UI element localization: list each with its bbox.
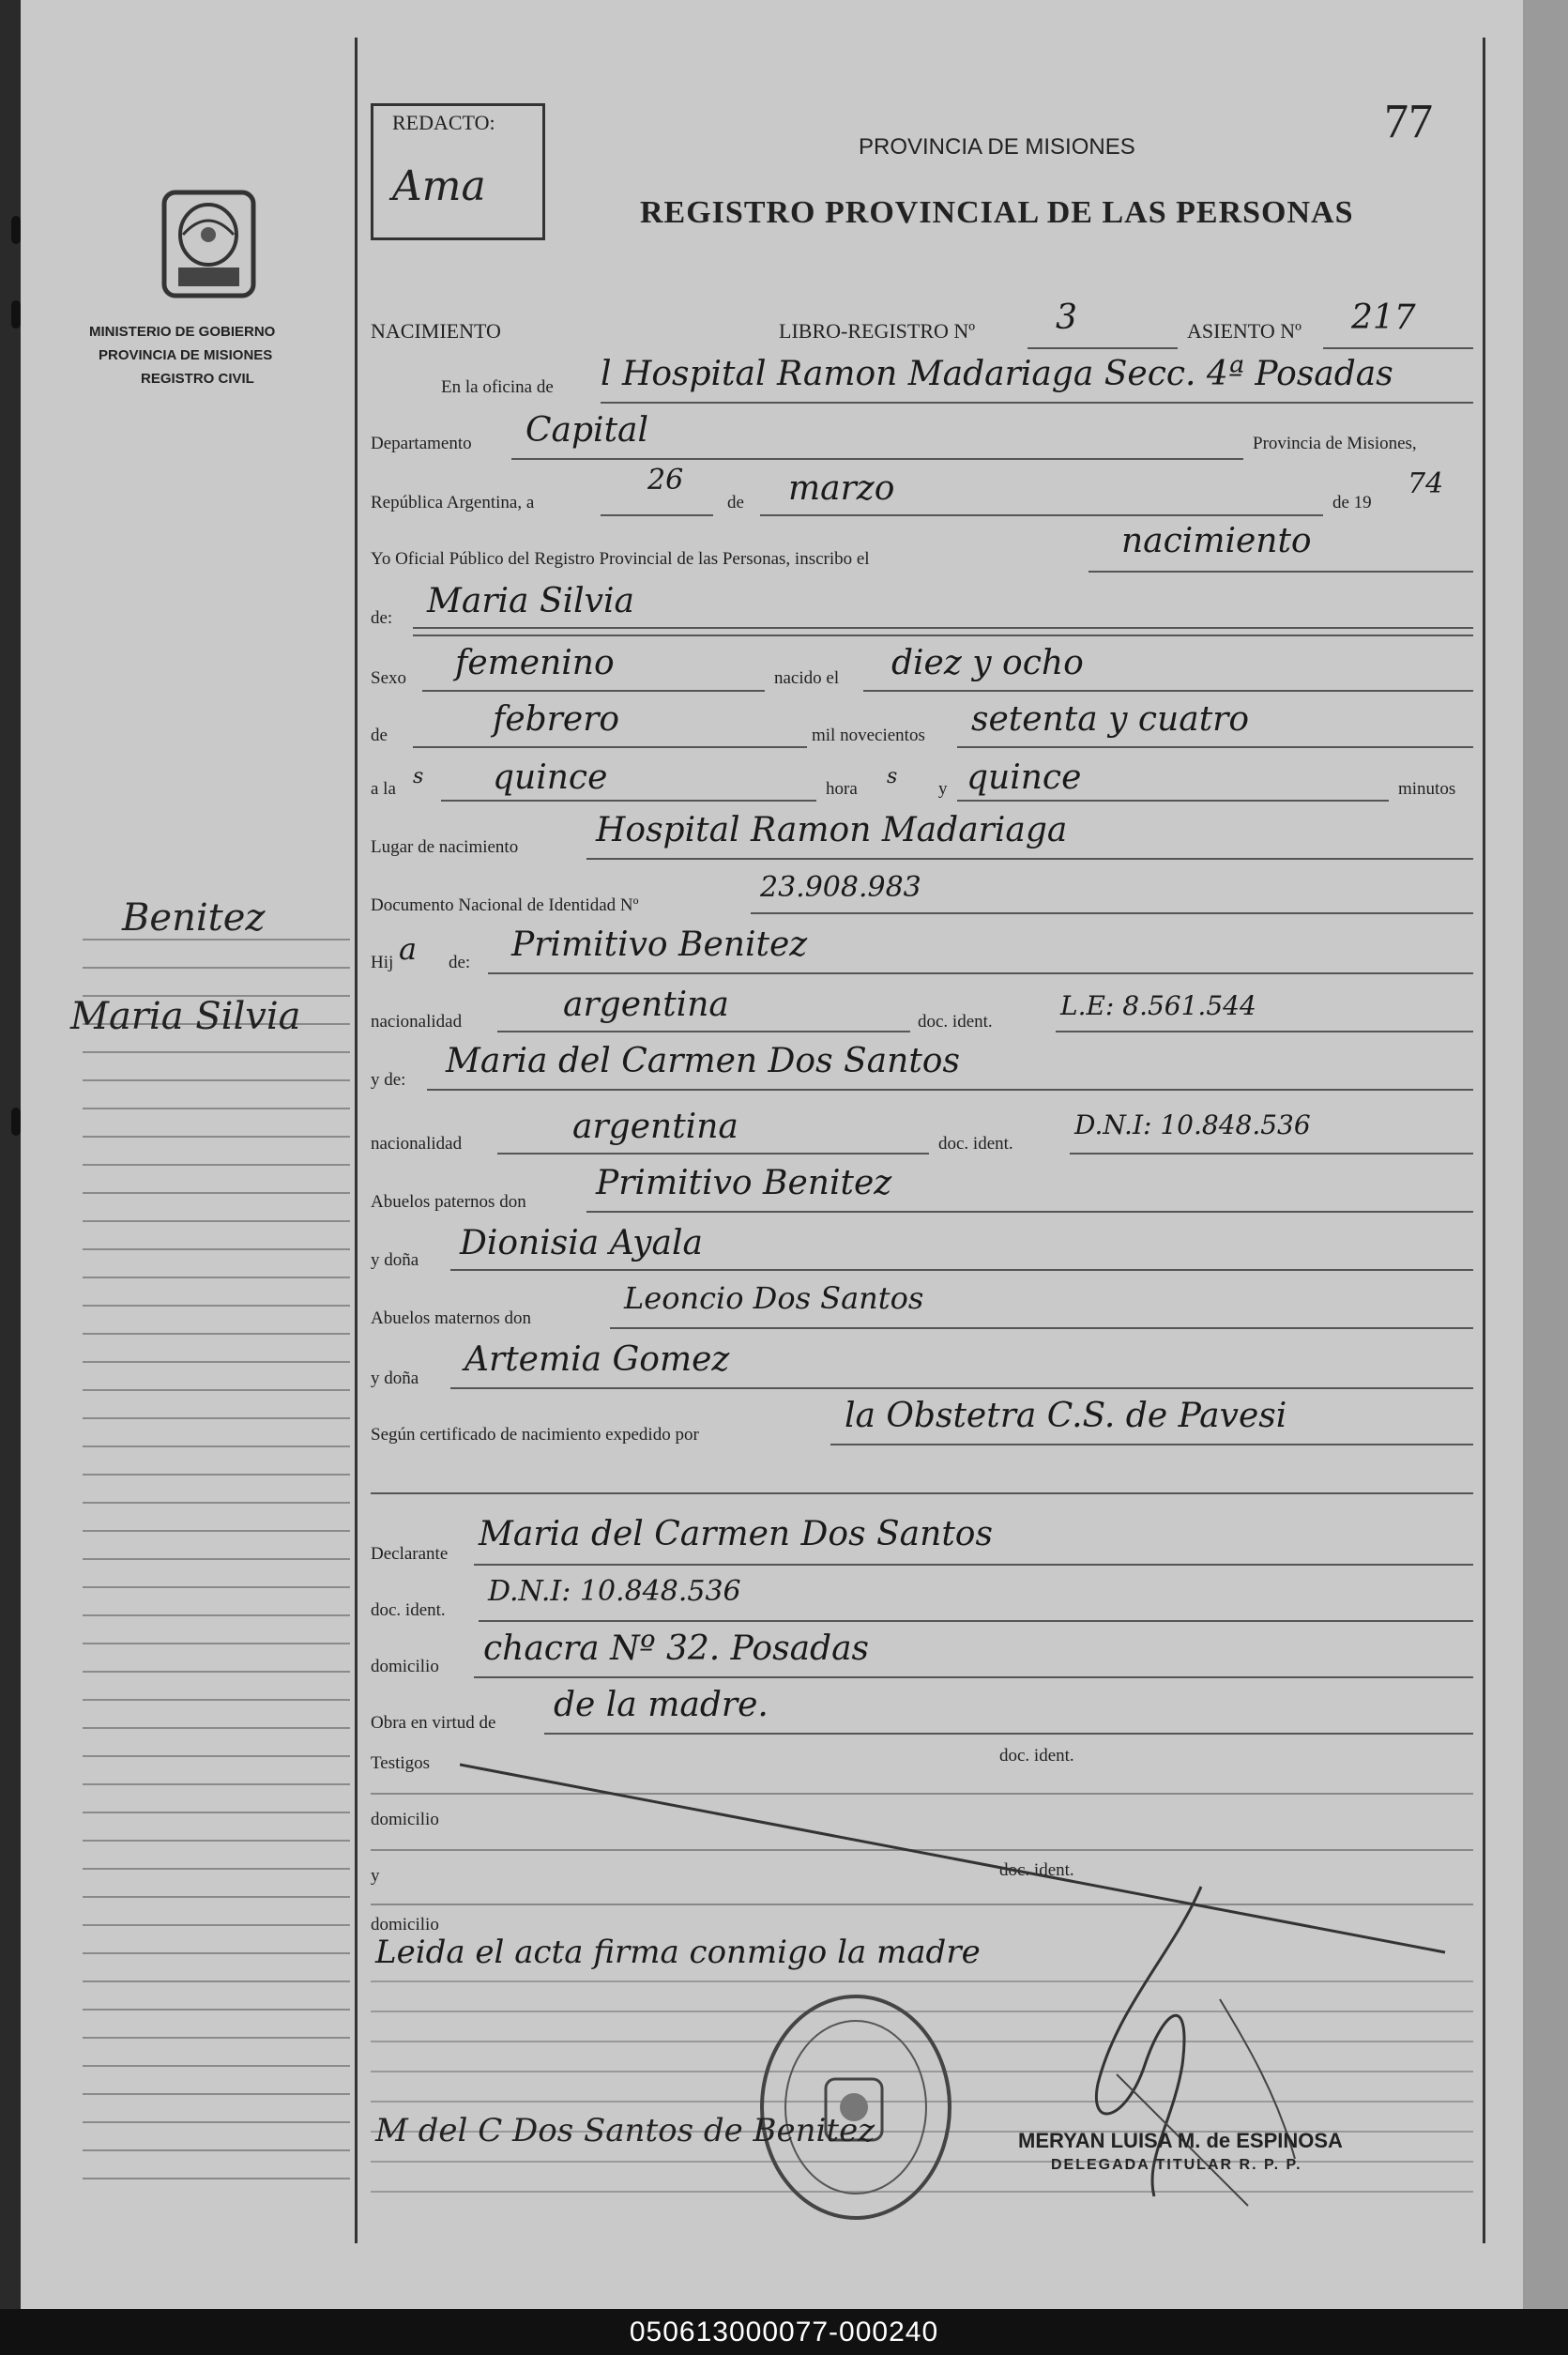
right-border-line [1483,38,1485,2243]
registry-heading: REGISTRO PROVINCIAL DE LAS PERSONAS [640,195,1354,230]
field-rule [479,1620,1473,1622]
lugar-label: Lugar de nacimiento [371,837,519,857]
oficina-label: En la oficina de [441,377,554,397]
doc-padre-value: L.E: 8.561.544 [1060,990,1256,1021]
ydona2-label: y doña [371,1369,419,1388]
dni-value: 23.908.983 [760,871,921,904]
margin-divider-line [355,38,358,2243]
domicilio2-label: domicilio [371,1810,439,1829]
republica-label: República Argentina, a [371,493,535,512]
margin-rule [83,1952,350,1954]
margin-rule [83,1783,350,1785]
obra-label: Obra en virtud de [371,1713,496,1733]
field-rule [957,746,1473,748]
nacionalidad2-label: nacionalidad [371,1134,463,1154]
margin-rule [83,1220,350,1222]
declarante-value: Maria del Carmen Dos Santos [479,1515,993,1553]
field-rule [427,1089,1473,1091]
field-rule [497,1031,910,1032]
official-name: MERYAN LUISA M. de ESPINOSA [1018,2129,1343,2152]
y2-label: y [371,1866,380,1886]
binding-hole [11,1108,21,1136]
field-rule [511,458,1243,460]
field-rule [586,858,1473,860]
margin-rule [83,1361,350,1363]
margin-rule [83,1755,350,1757]
docident3-label: doc. ident. [371,1600,446,1620]
asiento-value: 217 [1351,298,1416,337]
sexo-value: femenino [455,644,615,682]
libro-label: LIBRO-REGISTRO Nº [779,319,976,343]
ministry-line-2: PROVINCIA DE MISIONES [99,347,273,363]
abuela-p-value: Dionisia Ayala [460,1224,703,1262]
nombre-value: Maria Silvia [427,582,634,620]
mes-value: marzo [788,469,895,508]
sexo-label: Sexo [371,668,406,688]
libro-value: 3 [1056,298,1077,337]
doc-declarante-value: D.N.I: 10.848.536 [488,1575,741,1608]
margin-rule [83,2149,350,2151]
field-rule [1028,347,1178,349]
segun-label: Según certificado de nacimiento expedido por [371,1425,699,1445]
margin-rule [83,1474,350,1476]
margin-rule [83,1868,350,1870]
leida-acta-text: Leida el acta firma conmigo la madre [375,1934,981,1971]
margin-rule [83,1164,350,1166]
margin-rule [83,1840,350,1842]
obra-value: de la madre. [554,1686,769,1724]
margin-rule [83,1389,350,1391]
margin-surname: Benitez [122,896,266,940]
archive-code: 050613000077-000240 [629,2317,939,2347]
docident4-label: doc. ident. [999,1746,1074,1766]
field-rule [488,972,1473,974]
hija-label: Hij [371,953,394,972]
field-rule [601,402,1473,404]
margin-rule [83,2009,350,2011]
anio-value: 74 [1408,467,1444,500]
abuelos-p-label: Abuelos paternos don [371,1192,526,1212]
margin-rule [83,1079,350,1081]
margin-rule [83,1530,350,1532]
hora-label: hora [826,779,858,799]
registry-stamp [755,1990,957,2225]
field-rule [413,627,1473,629]
margin-rule [83,1699,350,1701]
margin-rule [83,1417,350,1419]
margin-rule [83,1277,350,1278]
lugar-value: Hospital Ramon Madariaga [596,811,1068,849]
ala-sup: s [413,765,424,788]
hora-value: quince [493,758,608,797]
y-label: y [938,779,948,799]
de2-label: de [371,726,388,745]
departamento-label: Departamento [371,434,472,453]
ministry-line-1: MINISTERIO DE GOBIERNO [89,324,276,340]
yo-oficial-label: Yo Oficial Público del Registro Provincial de las Personas, inscribo el [371,549,870,569]
margin-rule [83,1108,350,1109]
page-right-edge [1523,0,1568,2309]
margin-rule [83,1192,350,1194]
field-rule [601,514,713,516]
margin-rule [83,1558,350,1560]
margin-rule [83,1305,350,1307]
dia-value: 26 [647,464,684,497]
field-rule [474,1676,1473,1678]
margin-rule [83,1980,350,1982]
ydona1-label: y doña [371,1250,419,1270]
page-number: 77 [1384,95,1433,148]
docident1-label: doc. ident. [918,1012,993,1032]
abuelo-m-value: Leoncio Dos Santos [624,1280,924,1316]
redacto-box [371,103,545,240]
domicilio-value: chacra Nº 32. Posadas [483,1629,870,1668]
margin-rule [83,1445,350,1447]
nac-padre-value: argentina [563,986,729,1024]
inscribo-value: nacimiento [1121,522,1312,560]
margin-rule [83,1643,350,1644]
nacido-value: diez y ocho [891,644,1084,682]
margin-rule [83,1051,350,1053]
testigos-label: Testigos [371,1753,431,1773]
margin-given-names: Maria Silvia [70,995,301,1038]
field-rule [830,1444,1473,1445]
declarante-label: Declarante [371,1544,449,1564]
field-rule [413,746,807,748]
margin-rule [83,1502,350,1504]
anio-nac-value: setenta y cuatro [971,700,1250,739]
minutos-value: quince [967,758,1082,797]
field-rule [751,912,1473,914]
margin-rule [83,1671,350,1673]
field-rule [474,1564,1473,1566]
docident2-label: doc. ident. [938,1134,1013,1154]
field-rule [422,690,765,692]
docident5-label: doc. ident. [999,1860,1074,1880]
margin-rule [83,1136,350,1138]
official-title: DELEGADA TITULAR R. P. P. [1051,2157,1302,2173]
asiento-label: ASIENTO Nº [1187,319,1302,343]
madre-value: Maria del Carmen Dos Santos [446,1042,960,1080]
field-rule [450,1269,1473,1271]
nac-madre-value: argentina [572,1108,738,1146]
domicilio-label: domicilio [371,1657,439,1676]
margin-rule [83,1586,350,1588]
field-rule [413,635,1473,636]
ala-label: a la [371,779,396,799]
nacionalidad1-label: nacionalidad [371,1012,463,1032]
nacimiento-label: NACIMIENTO [371,319,501,343]
mes-nac-value: febrero [493,700,620,739]
redacto-label: REDACTO: [392,111,495,134]
margin-rule [83,1896,350,1898]
ministry-line-3: REGISTRO CIVIL [141,371,254,387]
field-rule [1070,1153,1473,1155]
dni-label: Documento Nacional de Identidad Nº [371,895,639,915]
provincia-label: Provincia de Misiones, [1253,434,1417,453]
archive-code-bar [0,2309,1568,2355]
hija-de-label: de: [449,953,471,972]
margin-rule [83,1248,350,1250]
field-rule [610,1327,1473,1329]
de19-label: de 19 [1332,493,1372,512]
field-rule [441,800,816,802]
abuela-m-value: Artemia Gomez [464,1340,730,1379]
margin-rule [83,2121,350,2123]
field-rule [1088,571,1473,573]
field-rule [957,800,1389,802]
yde-label: y de: [371,1070,406,1090]
margin-rule [83,1614,350,1616]
redacto-initials: Ama [392,162,486,210]
province-heading: PROVINCIA DE MISIONES [859,134,1135,160]
padre-value: Primitivo Benitez [511,925,808,964]
binding-hole [11,216,21,244]
margin-rule [83,1924,350,1926]
declarant-signature: M del C Dos Santos de Benitez [375,2112,875,2149]
margin-rule [83,2065,350,2067]
field-rule [760,514,1323,516]
de-name-label: de: [371,608,393,628]
oficina-value: l Hospital Ramon Madariaga Secc. 4ª Posadas [601,355,1393,393]
field-rule [586,1211,1473,1213]
margin-rule [83,1727,350,1729]
nacido-label: nacido el [774,668,840,688]
margin-rule [83,2037,350,2039]
de-label: de [727,493,744,512]
field-rule [371,1492,1473,1494]
coat-of-arms-seal [155,178,263,305]
margin-rule [83,1333,350,1335]
mil-label: mil novecientos [812,726,925,745]
minutos-label: minutos [1398,779,1456,799]
field-rule [863,690,1473,692]
margin-rule [83,1812,350,1813]
binding-hole [11,300,21,329]
certificado-value: la Obstetra C.S. de Pavesi [845,1397,1287,1435]
hora-sup: s [887,765,898,788]
hija-suffix: a [399,931,418,967]
field-rule [497,1153,929,1155]
abuelos-m-label: Abuelos maternos don [371,1308,531,1328]
field-rule [1323,347,1473,349]
field-rule [1056,1031,1473,1032]
field-rule [544,1733,1473,1735]
domicilio3-label: domicilio [371,1915,439,1934]
margin-rule [83,2178,350,2179]
doc-madre-value: D.N.I: 10.848.536 [1074,1109,1311,1140]
abuelo-p-value: Primitivo Benitez [596,1164,892,1202]
departamento-value: Capital [525,411,649,450]
margin-rule [83,2093,350,2095]
field-rule [450,1387,1473,1389]
margin-rule [83,967,350,969]
page-binding-shadow [0,0,21,2309]
